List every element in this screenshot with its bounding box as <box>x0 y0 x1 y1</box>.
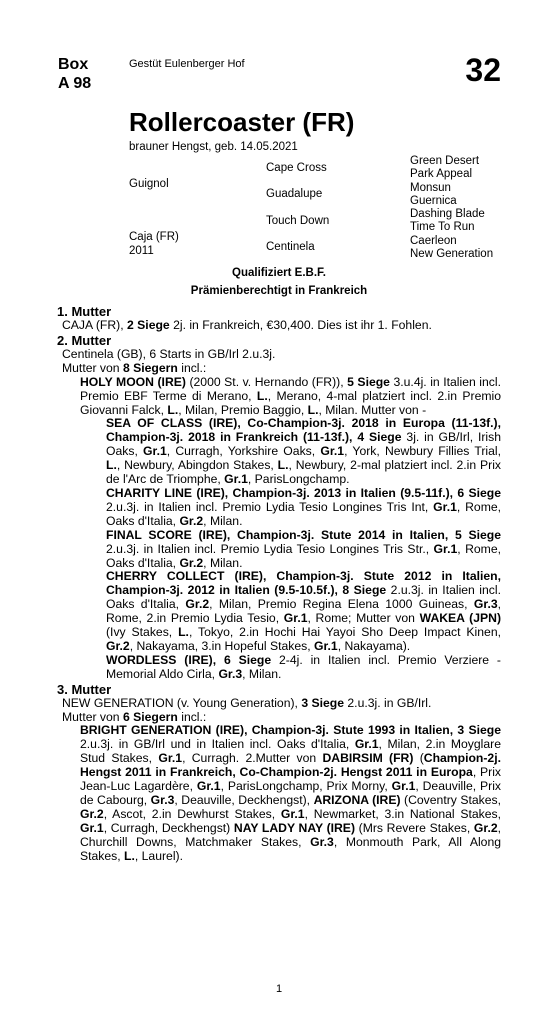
progeny-entry: SEA OF CLASS (IRE), Co-Champion-3j. 2018 in Europa (11-13f.), Champion-3j. 2018 in Frankreich (11-13f.), 4 Siege 3j. in GB/Irl, Irish Oaks, Gr.1, Curragh, Yorkshire Oaks, Gr.1, York, Newbury Fillies Trial, L., Newbury, Abingdon Stakes, L., Newbury, 2-mal platziert incl. 2.in Prix de l'Arc de Triomphe, Gr.1, ParisLongchamp. <box>106 416 502 487</box>
pedigree-dam: Caja (FR) <box>129 231 179 243</box>
dam-3-progeny-list <box>57 724 501 863</box>
page-number: 1 <box>275 983 283 995</box>
pedigree-grandparent: Touch Down <box>266 215 330 227</box>
pedigree-great-grandparent: Park Appeal <box>410 168 473 180</box>
pedigree-grandparent: Centinela <box>266 241 315 253</box>
dam-2-progeny-list <box>57 376 501 682</box>
section-heading-3: 3. Mutter <box>57 681 112 697</box>
dam-2-intro: Centinela (GB), 6 Starts in GB/Irl 2.u.3j. <box>62 346 276 361</box>
box-label: Box <box>58 56 89 73</box>
box-block <box>58 55 91 93</box>
dam-3-intro: NEW GENERATION (v. Young Generation), 3 Siege 2.u.3j. in GB/Irl. <box>62 695 432 710</box>
section-heading-1: 1. Mutter <box>57 304 112 319</box>
breeder-name: Gestüt Eulenberger Hof <box>129 58 245 70</box>
progeny-entry: HOLY MOON (IRE) (2000 St. v. Hernando (FR)), 5 Siege 3.u.4j. in Italien incl. Premio EBF Terme di Merano, L., Merano, 4-mal platziert incl. 2.in Premio Giovanni Falck, L., Milan, Premio Baggio, L., Milan. Mutter von - <box>80 374 501 417</box>
pedigree-sire: Guignol <box>129 178 169 190</box>
horse-name: Rollercoaster (FR) <box>129 107 355 137</box>
dam-2-winners: Mutter von 8 Siegern incl.: <box>62 360 207 375</box>
pedigree-great-grandparent: Green Desert <box>410 155 480 167</box>
pedigree-dam-year: 2011 <box>129 245 154 257</box>
pedigree-grandparent: Cape Cross <box>266 162 327 174</box>
section-heading-2: 2. Mutter <box>57 332 112 348</box>
qualification-line: Prämienberechtigt in Frankreich <box>190 285 368 297</box>
pedigree-great-grandparent: Monsun <box>410 182 451 194</box>
progeny-entry: BRIGHT GENERATION (IRE), Champion-3j. Stute 1993 in Italien, 3 Siege 2.u.3j. in GB/Irl und in Italien incl. Oaks d'Italia, Gr.1, Milan, 2.in Moyglare Stud Stakes, Gr.1, Curragh. 2.Mutter von DABIRSIM (FR) (Champion-2j. Hengst 2011 in Frankreich, Co-Champion-2j. Hengst 2011 in Europa, Prix Jean-Luc Lagardère, Gr.1, ParisLongchamp, Prix Morny, Gr.1, Deauville, Prix de Cabourg, Gr.3, Deauville, Deckhengst), ARIZONA (IRE) (Coventry Stakes, Gr.2, Ascot, 2.in Dewhurst Stakes, Gr.1, Newmarket, 3.in National Stakes, Gr.1, Curragh, Deckhengst) NAY LADY NAY (IRE) (Mrs Revere Stakes, Gr.2, Churchill Downs, Matchmaker Stakes, Gr.3, Monmouth Park, All Along Stakes, L., Laurel). <box>80 723 502 863</box>
horse-description: brauner Hengst, geb. 14.05.2021 <box>129 141 298 153</box>
dam-1-text: CAJA (FR), 2 Siege 2j. in Frankreich, €30,400. Dies ist ihr 1. Fohlen. <box>62 318 432 332</box>
dam-3-winners: Mutter von 6 Siegern incl.: <box>62 709 207 724</box>
pedigree-great-grandparent: Guernica <box>410 195 457 207</box>
qualification-line: Qualifiziert E.B.F. <box>232 267 326 279</box>
progeny-entry: CHARITY LINE (IRE), Champion-3j. 2013 in Italien (9.5-11f.), 6 Siege 2.u.3j. in Italien incl. Premio Lydia Tesio Longines Tris Int, Gr.1, Rome, Oaks d'Italia, Gr.2, Milan. <box>106 485 502 528</box>
progeny-entry: WORDLESS (IRE), 6 Siege 2-4j. in Italien incl. Premio Verziere - Memorial Aldo Cirla, Gr.3, Milan. <box>106 652 501 681</box>
pedigree-grandparent: Guadalupe <box>266 188 323 200</box>
lot-number: 32 <box>465 52 501 88</box>
progeny-entry: CHERRY COLLECT (IRE), Champion-3j. Stute 2012 in Italien, Champion-3j. 2012 in Italien (9.5-10.5f.), 8 Siege 2.u.3j. in Italien incl. Oaks d'Italia, Gr.2, Milan, Premio Regina Elena 1000 Guineas, Gr.3, Rome, 2.in Premio Lydia Tesio, Gr.1, Rome; Mutter von WAKEA (JPN) (Ivy Stakes, L., Tokyo, 2.in Hochi Hai Yayoi Sho Deep Impact Kinen, Gr.2, Nakayama, 3.in Hopeful Stakes, Gr.1, Nakayama). <box>106 569 502 653</box>
pedigree-great-grandparent: New Generation <box>410 248 494 260</box>
pedigree-great-grandparent: Caerleon <box>410 235 457 247</box>
dam-line-body <box>57 304 501 864</box>
pedigree-great-grandparent: Dashing Blade <box>410 208 485 220</box>
pedigree-great-grandparent: Time To Run <box>410 221 475 233</box>
progeny-entry: FINAL SCORE (IRE), Champion-3j. Stute 2014 in Italien, 5 Siege 2.u.3j. in Italien incl. Premio Lydia Tesio Longines Tris Str., Gr.1, Rome, Oaks d'Italia, Gr.2, Milan. <box>106 527 501 570</box>
box-number: A 98 <box>58 75 92 92</box>
